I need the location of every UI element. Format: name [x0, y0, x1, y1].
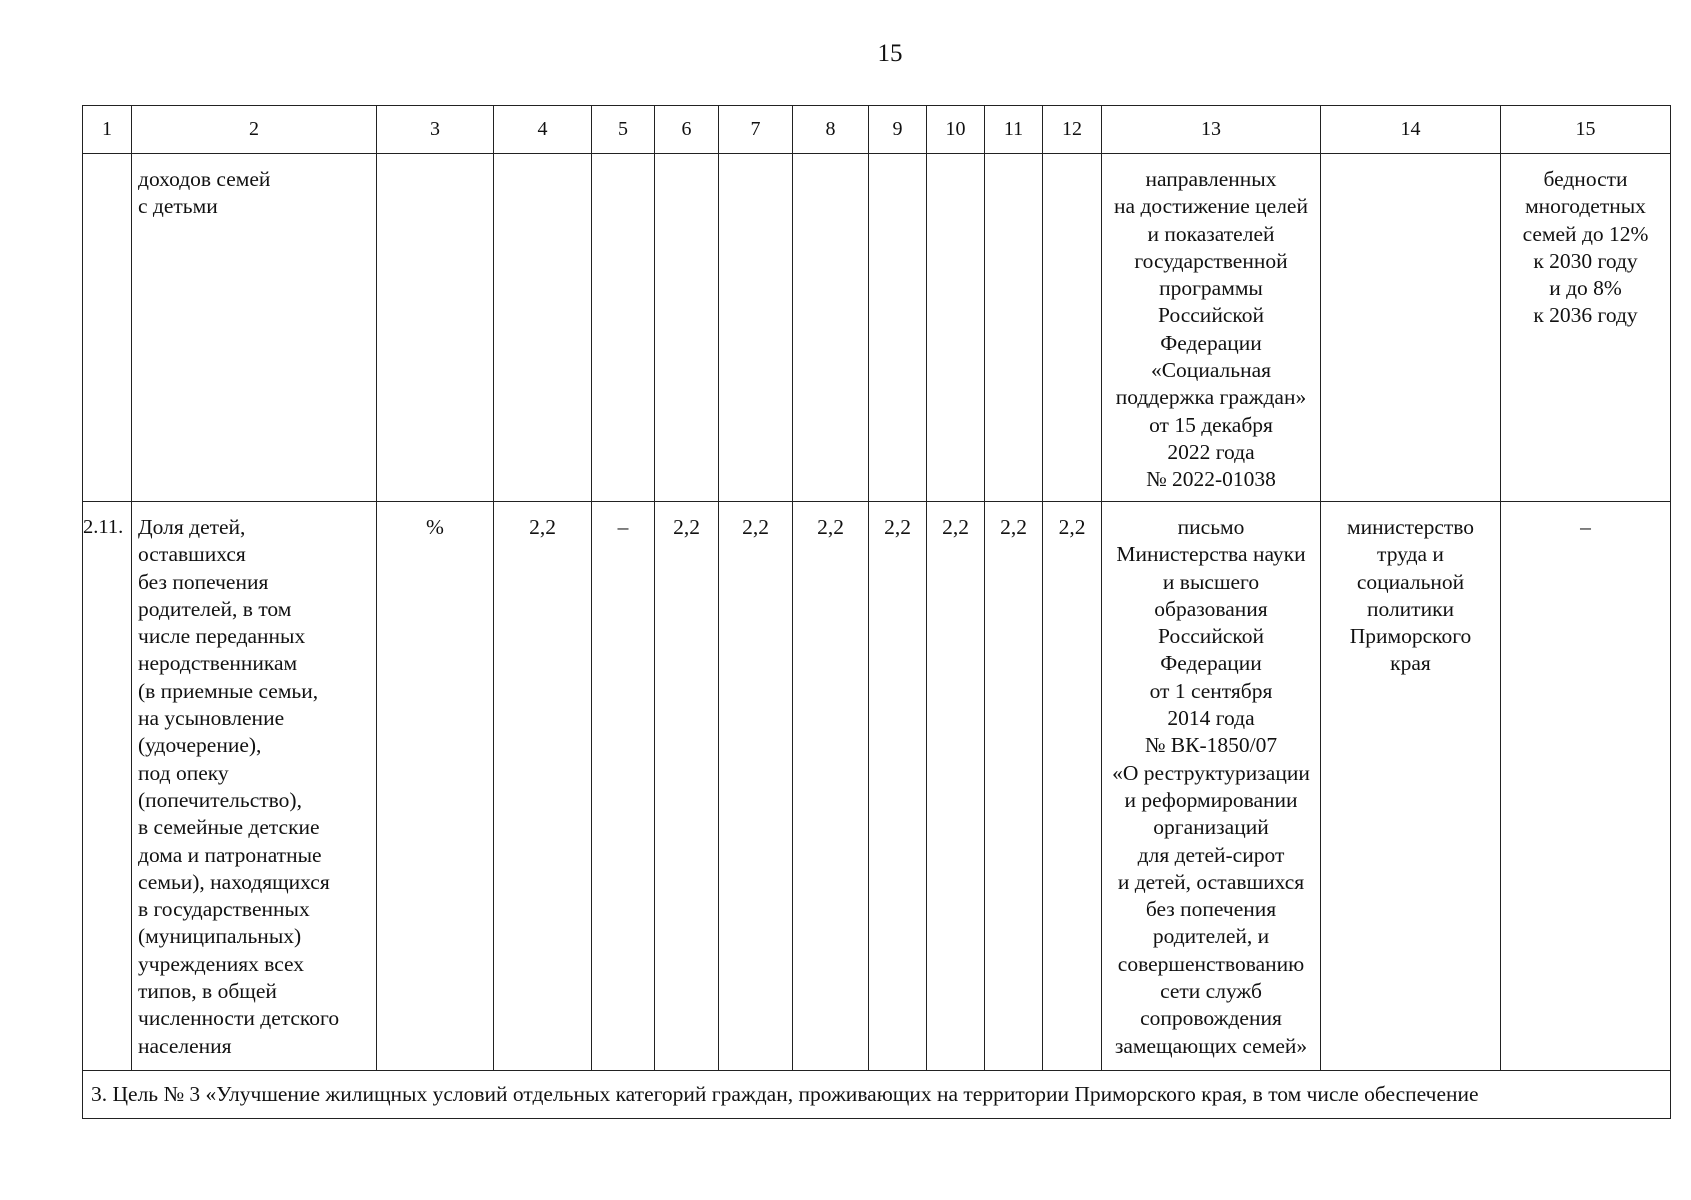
cell-value: 2,2 — [655, 502, 719, 1071]
cell-value: 2,2 — [869, 502, 927, 1071]
goal-row — [83, 1071, 1671, 1119]
column-header: 2 — [132, 106, 377, 154]
cell-number — [83, 154, 132, 502]
cell-value: 2,2 — [793, 502, 869, 1071]
cell-responsible: министерство труда и социальной политики Приморского края — [1321, 502, 1501, 1071]
column-header: 5 — [592, 106, 655, 154]
cell-document: письмо Министерства науки и высшего образования Российской Федерации от 1 сентября 2014 года № ВК-1850/07 «О реструктуризации и реформировании организаций для детей-сирот и детей, оставшихся без попечения родителей, и совершенствованию сети служб сопровождения замещающих семей» — [1102, 502, 1321, 1071]
cell-document: направленных на достижение целей и показателей государственной программы Российской Федерации «Социальная поддержка граждан» от 15 декабря 2022 года № 2022-01038 — [1102, 154, 1321, 502]
column-header: 6 — [655, 106, 719, 154]
table-header-row — [83, 106, 1671, 154]
cell-empty — [494, 154, 592, 502]
cell-unit: % — [377, 502, 494, 1071]
cell-empty — [377, 154, 494, 502]
cell-value: – — [592, 502, 655, 1071]
column-header: 7 — [719, 106, 793, 154]
cell-empty — [1043, 154, 1102, 502]
cell-indicator-name: доходов семей с детьми — [132, 154, 377, 502]
cell-empty — [793, 154, 869, 502]
column-header: 3 — [377, 106, 494, 154]
column-header: 11 — [985, 106, 1043, 154]
column-header: 4 — [494, 106, 592, 154]
column-header: 15 — [1501, 106, 1671, 154]
goal-heading: 3. Цель № 3 «Улучшение жилищных условий отдельных категорий граждан, проживающих на территории Приморского края, в том числе обеспечение — [83, 1071, 1671, 1119]
page-number: 15 — [877, 40, 903, 67]
cell-empty — [655, 154, 719, 502]
cell-value: 2,2 — [927, 502, 985, 1071]
cell-empty — [927, 154, 985, 502]
cell-empty — [985, 154, 1043, 502]
table-row-2-11 — [83, 502, 1671, 1071]
cell-empty — [719, 154, 793, 502]
cell-value: 2,2 — [1043, 502, 1102, 1071]
indicators-table — [82, 105, 1671, 1119]
column-header: 9 — [869, 106, 927, 154]
cell-note: – — [1501, 502, 1671, 1071]
cell-value: 2,2 — [985, 502, 1043, 1071]
column-header: 13 — [1102, 106, 1321, 154]
cell-value: 2,2 — [494, 502, 592, 1071]
cell-value: 2,2 — [719, 502, 793, 1071]
cell-responsible — [1321, 154, 1501, 502]
column-header: 1 — [83, 106, 132, 154]
column-header: 14 — [1321, 106, 1501, 154]
cell-number: 2.11. — [83, 502, 132, 1071]
column-header: 10 — [927, 106, 985, 154]
table-row-continuation — [83, 154, 1671, 502]
cell-indicator-name: Доля детей, оставшихся без попечения родителей, в том числе переданных неродственникам (в приемные семьи, на усыновление (удочерение), под опеку (попечительство), в семейные детские дома и патронатные семьи), находящихся в государственных (муниципальных) учреждениях всех типов, в общей численности детского населения — [132, 502, 377, 1071]
column-header: 8 — [793, 106, 869, 154]
cell-empty — [592, 154, 655, 502]
column-header: 12 — [1043, 106, 1102, 154]
cell-note: бедности многодетных семей до 12% к 2030 году и до 8% к 2036 году — [1501, 154, 1671, 502]
cell-empty — [869, 154, 927, 502]
